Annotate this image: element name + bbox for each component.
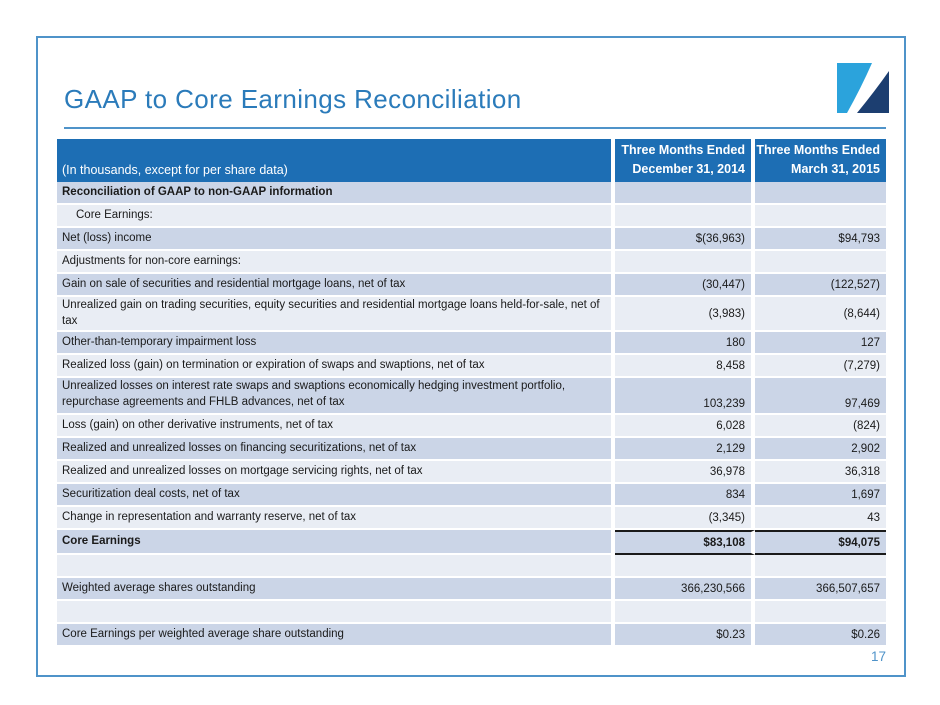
value-dec-2014: [615, 182, 755, 205]
value-mar-2015: $94,075: [755, 530, 886, 555]
title-divider: [64, 127, 886, 129]
row-label: Realized loss (gain) on termination or expiration of swaps and swaptions, net of tax: [57, 355, 615, 378]
company-logo-icon: [837, 63, 889, 113]
reconciliation-table: [57, 139, 886, 647]
value-mar-2015: 2,902: [755, 438, 886, 461]
page-title: GAAP to Core Earnings Reconciliation: [64, 84, 522, 114]
row-label: Change in representation and warranty reserve, net of tax: [57, 507, 615, 530]
column-header-mar-2015-line1: Three Months Ended: [756, 142, 880, 157]
table-row: [57, 507, 886, 530]
value-dec-2014: (3,983): [615, 297, 755, 332]
row-label: Net (loss) income: [57, 228, 615, 251]
value-mar-2015: $0.26: [755, 624, 886, 647]
value-dec-2014: 180: [615, 332, 755, 355]
table-row: [57, 355, 886, 378]
row-label: Reconciliation of GAAP to non-GAAP information: [57, 182, 615, 205]
value-mar-2015: (824): [755, 415, 886, 438]
value-dec-2014: [615, 205, 755, 228]
value-dec-2014: [615, 601, 755, 624]
row-label: Loss (gain) on other derivative instruments, net of tax: [57, 415, 615, 438]
page-number: 17: [870, 649, 886, 664]
row-label: Other-than-temporary impairment loss: [57, 332, 615, 355]
value-mar-2015: $94,793: [755, 228, 886, 251]
value-dec-2014: 6,028: [615, 415, 755, 438]
column-header-dec-2014-line1: Three Months Ended: [621, 142, 745, 157]
value-mar-2015: 1,697: [755, 484, 886, 507]
row-label: Realized and unrealized losses on financing securitizations, net of tax: [57, 438, 615, 461]
value-dec-2014: $83,108: [615, 530, 755, 555]
value-dec-2014: 8,458: [615, 355, 755, 378]
table-row: [57, 228, 886, 251]
value-mar-2015: [755, 555, 886, 578]
value-dec-2014: 36,978: [615, 461, 755, 484]
value-mar-2015: 366,507,657: [755, 578, 886, 601]
value-mar-2015: 36,318: [755, 461, 886, 484]
table-row: [57, 578, 886, 601]
column-header-dec-2014-line2: December 31, 2014: [632, 161, 745, 176]
table-row: [57, 601, 886, 624]
column-header-mar-2015: [755, 139, 886, 182]
row-label: Securitization deal costs, net of tax: [57, 484, 615, 507]
value-mar-2015: (7,279): [755, 355, 886, 378]
table-row: [57, 461, 886, 484]
row-label: Adjustments for non-core earnings:: [57, 251, 615, 274]
value-dec-2014: 103,239: [615, 378, 755, 415]
table-row: [57, 205, 886, 228]
row-label: Unrealized gain on trading securities, equity securities and residential mortgage loans held-for-sale, net of tax: [57, 297, 615, 332]
value-mar-2015: 43: [755, 507, 886, 530]
value-dec-2014: 834: [615, 484, 755, 507]
table-row: [57, 415, 886, 438]
value-mar-2015: [755, 205, 886, 228]
table-row: [57, 274, 886, 297]
value-mar-2015: 97,469: [755, 378, 886, 415]
table-row: [57, 484, 886, 507]
value-dec-2014: (30,447): [615, 274, 755, 297]
table-row: [57, 251, 886, 274]
row-label: Weighted average shares outstanding: [57, 578, 615, 601]
row-label: Core Earnings: [57, 530, 615, 555]
table-row: [57, 332, 886, 355]
row-label: Unrealized losses on interest rate swaps and swaptions economically hedging investment portfolio, repurchase agreements and FHLB advances, net of tax: [57, 378, 615, 415]
row-label: Realized and unrealized losses on mortgage servicing rights, net of tax: [57, 461, 615, 484]
value-mar-2015: [755, 601, 886, 624]
value-dec-2014: 366,230,566: [615, 578, 755, 601]
table-row: [57, 438, 886, 461]
row-label: [57, 555, 615, 578]
row-label: Core Earnings per weighted average share outstanding: [57, 624, 615, 647]
table-row: [57, 378, 886, 415]
value-dec-2014: [615, 251, 755, 274]
value-dec-2014: $0.23: [615, 624, 755, 647]
value-mar-2015: [755, 251, 886, 274]
value-mar-2015: 127: [755, 332, 886, 355]
row-label: Core Earnings:: [57, 205, 615, 228]
slide-frame: [36, 36, 906, 677]
table-row: [57, 555, 886, 578]
value-dec-2014: $(36,963): [615, 228, 755, 251]
table-row: [57, 182, 886, 205]
value-dec-2014: (3,345): [615, 507, 755, 530]
value-dec-2014: 2,129: [615, 438, 755, 461]
table-row: [57, 297, 886, 332]
value-mar-2015: (122,527): [755, 274, 886, 297]
table-row: [57, 530, 886, 555]
table-row: [57, 624, 886, 647]
table-header-row: [57, 139, 886, 182]
row-label: [57, 601, 615, 624]
value-mar-2015: (8,644): [755, 297, 886, 332]
column-header-dec-2014: [615, 139, 755, 182]
row-label: Gain on sale of securities and residential mortgage loans, net of tax: [57, 274, 615, 297]
value-mar-2015: [755, 182, 886, 205]
table-caption: (In thousands, except for per share data): [57, 139, 615, 182]
column-header-mar-2015-line2: March 31, 2015: [791, 161, 880, 176]
value-dec-2014: [615, 555, 755, 578]
